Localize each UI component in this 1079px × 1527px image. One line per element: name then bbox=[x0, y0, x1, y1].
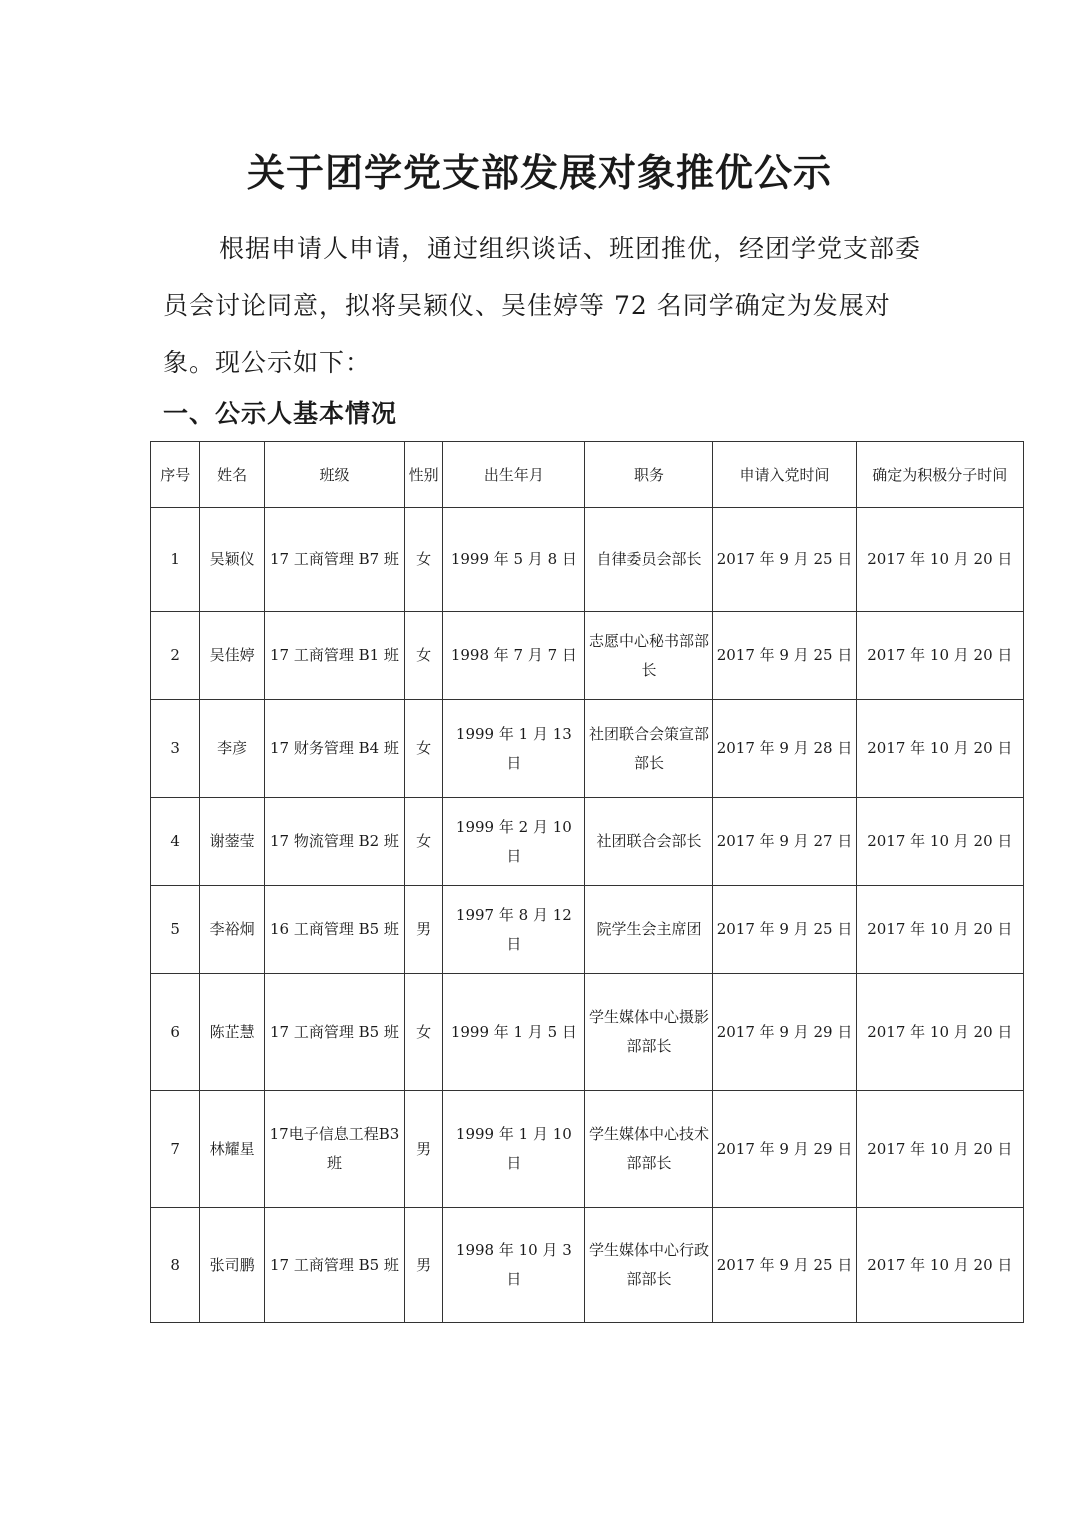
cell-birth: 1999 年 2 月 10 日 bbox=[443, 798, 585, 886]
cell-gender: 男 bbox=[405, 1208, 443, 1323]
cell-role: 志愿中心秘书部部长 bbox=[585, 612, 713, 700]
table-row bbox=[151, 886, 1024, 974]
cell-birth: 1999 年 1 月 5 日 bbox=[443, 974, 585, 1091]
table-row bbox=[151, 1208, 1024, 1323]
cell-apply-date: 2017 年 9 月 25 日 bbox=[713, 886, 856, 974]
cell-class: 17 物流管理 B2 班 bbox=[264, 798, 404, 886]
cell-birth: 1999 年 5 月 8 日 bbox=[443, 508, 585, 612]
cell-name: 李裕炯 bbox=[200, 886, 265, 974]
header-gender: 性别 bbox=[405, 442, 443, 508]
cell-name: 陈芷慧 bbox=[200, 974, 265, 1091]
cell-seq: 8 bbox=[151, 1208, 200, 1323]
cell-seq: 6 bbox=[151, 974, 200, 1091]
cell-seq: 1 bbox=[151, 508, 200, 612]
cell-gender: 女 bbox=[405, 612, 443, 700]
table-row bbox=[151, 508, 1024, 612]
cell-birth: 1999 年 1 月 10 日 bbox=[443, 1091, 585, 1208]
cell-apply-date: 2017 年 9 月 29 日 bbox=[713, 1091, 856, 1208]
cell-name: 吴佳婷 bbox=[200, 612, 265, 700]
cell-apply-date: 2017 年 9 月 25 日 bbox=[713, 1208, 856, 1323]
table-row bbox=[151, 1091, 1024, 1208]
cell-activist-date: 2017 年 10 月 20 日 bbox=[856, 508, 1023, 612]
cell-activist-date: 2017 年 10 月 20 日 bbox=[856, 1091, 1023, 1208]
cell-apply-date: 2017 年 9 月 28 日 bbox=[713, 700, 856, 798]
header-class: 班级 bbox=[264, 442, 404, 508]
cell-birth: 1998 年 7 月 7 日 bbox=[443, 612, 585, 700]
header-activist-date: 确定为积极分子时间 bbox=[856, 442, 1023, 508]
cell-role: 社团联合会部长 bbox=[585, 798, 713, 886]
cell-activist-date: 2017 年 10 月 20 日 bbox=[856, 974, 1023, 1091]
header-name: 姓名 bbox=[200, 442, 265, 508]
cell-seq: 4 bbox=[151, 798, 200, 886]
cell-birth: 1998 年 10 月 3 日 bbox=[443, 1208, 585, 1323]
table-row bbox=[151, 700, 1024, 798]
cell-birth: 1997 年 8 月 12 日 bbox=[443, 886, 585, 974]
cell-gender: 男 bbox=[405, 886, 443, 974]
cell-gender: 女 bbox=[405, 798, 443, 886]
intro-paragraph: 根据申请人申请，通过组织谈话、班团推优，经团学党支部委员会讨论同意，拟将吴颖仪、吴佳婷等 72 名同学确定为发展对象。现公示如下： bbox=[163, 234, 922, 377]
cell-seq: 2 bbox=[151, 612, 200, 700]
cell-gender: 女 bbox=[405, 974, 443, 1091]
cell-class: 17电子信息工程B3班 bbox=[264, 1091, 404, 1208]
section-heading: 一、公示人基本情况 bbox=[163, 399, 398, 428]
cell-name: 张司鹏 bbox=[200, 1208, 265, 1323]
cell-name: 吴颖仪 bbox=[200, 508, 265, 612]
header-role: 职务 bbox=[585, 442, 713, 508]
header-seq: 序号 bbox=[151, 442, 200, 508]
cell-name: 谢蓥莹 bbox=[200, 798, 265, 886]
header-birth: 出生年月 bbox=[443, 442, 585, 508]
table-body bbox=[151, 508, 1024, 1323]
cell-name: 林耀星 bbox=[200, 1091, 265, 1208]
table-header-row bbox=[151, 442, 1024, 508]
cell-role: 院学生会主席团 bbox=[585, 886, 713, 974]
cell-activist-date: 2017 年 10 月 20 日 bbox=[856, 798, 1023, 886]
cell-class: 17 工商管理 B1 班 bbox=[264, 612, 404, 700]
cell-gender: 男 bbox=[405, 1091, 443, 1208]
table-header bbox=[151, 442, 1024, 508]
cell-role: 学生媒体中心技术部部长 bbox=[585, 1091, 713, 1208]
cell-role: 自律委员会部长 bbox=[585, 508, 713, 612]
cell-gender: 女 bbox=[405, 700, 443, 798]
cell-apply-date: 2017 年 9 月 25 日 bbox=[713, 612, 856, 700]
cell-seq: 5 bbox=[151, 886, 200, 974]
cell-seq: 3 bbox=[151, 700, 200, 798]
cell-class: 17 工商管理 B5 班 bbox=[264, 974, 404, 1091]
cell-activist-date: 2017 年 10 月 20 日 bbox=[856, 700, 1023, 798]
cell-role: 社团联合会策宣部部长 bbox=[585, 700, 713, 798]
cell-class: 16 工商管理 B5 班 bbox=[264, 886, 404, 974]
cell-name: 李彦 bbox=[200, 700, 265, 798]
cell-class: 17 工商管理 B7 班 bbox=[264, 508, 404, 612]
cell-gender: 女 bbox=[405, 508, 443, 612]
cell-apply-date: 2017 年 9 月 29 日 bbox=[713, 974, 856, 1091]
cell-apply-date: 2017 年 9 月 27 日 bbox=[713, 798, 856, 886]
cell-activist-date: 2017 年 10 月 20 日 bbox=[856, 1208, 1023, 1323]
table-row bbox=[151, 974, 1024, 1091]
cell-role: 学生媒体中心摄影部部长 bbox=[585, 974, 713, 1091]
page-title: 关于团学党支部发展对象推优公示 bbox=[246, 150, 832, 195]
header-apply-date: 申请入党时间 bbox=[713, 442, 856, 508]
table-row bbox=[151, 612, 1024, 700]
candidates-table bbox=[150, 441, 1024, 1323]
cell-activist-date: 2017 年 10 月 20 日 bbox=[856, 612, 1023, 700]
cell-class: 17 财务管理 B4 班 bbox=[264, 700, 404, 798]
cell-apply-date: 2017 年 9 月 25 日 bbox=[713, 508, 856, 612]
cell-seq: 7 bbox=[151, 1091, 200, 1208]
cell-role: 学生媒体中心行政部部长 bbox=[585, 1208, 713, 1323]
table-row bbox=[151, 798, 1024, 886]
cell-class: 17 工商管理 B5 班 bbox=[264, 1208, 404, 1323]
cell-activist-date: 2017 年 10 月 20 日 bbox=[856, 886, 1023, 974]
cell-birth: 1999 年 1 月 13 日 bbox=[443, 700, 585, 798]
